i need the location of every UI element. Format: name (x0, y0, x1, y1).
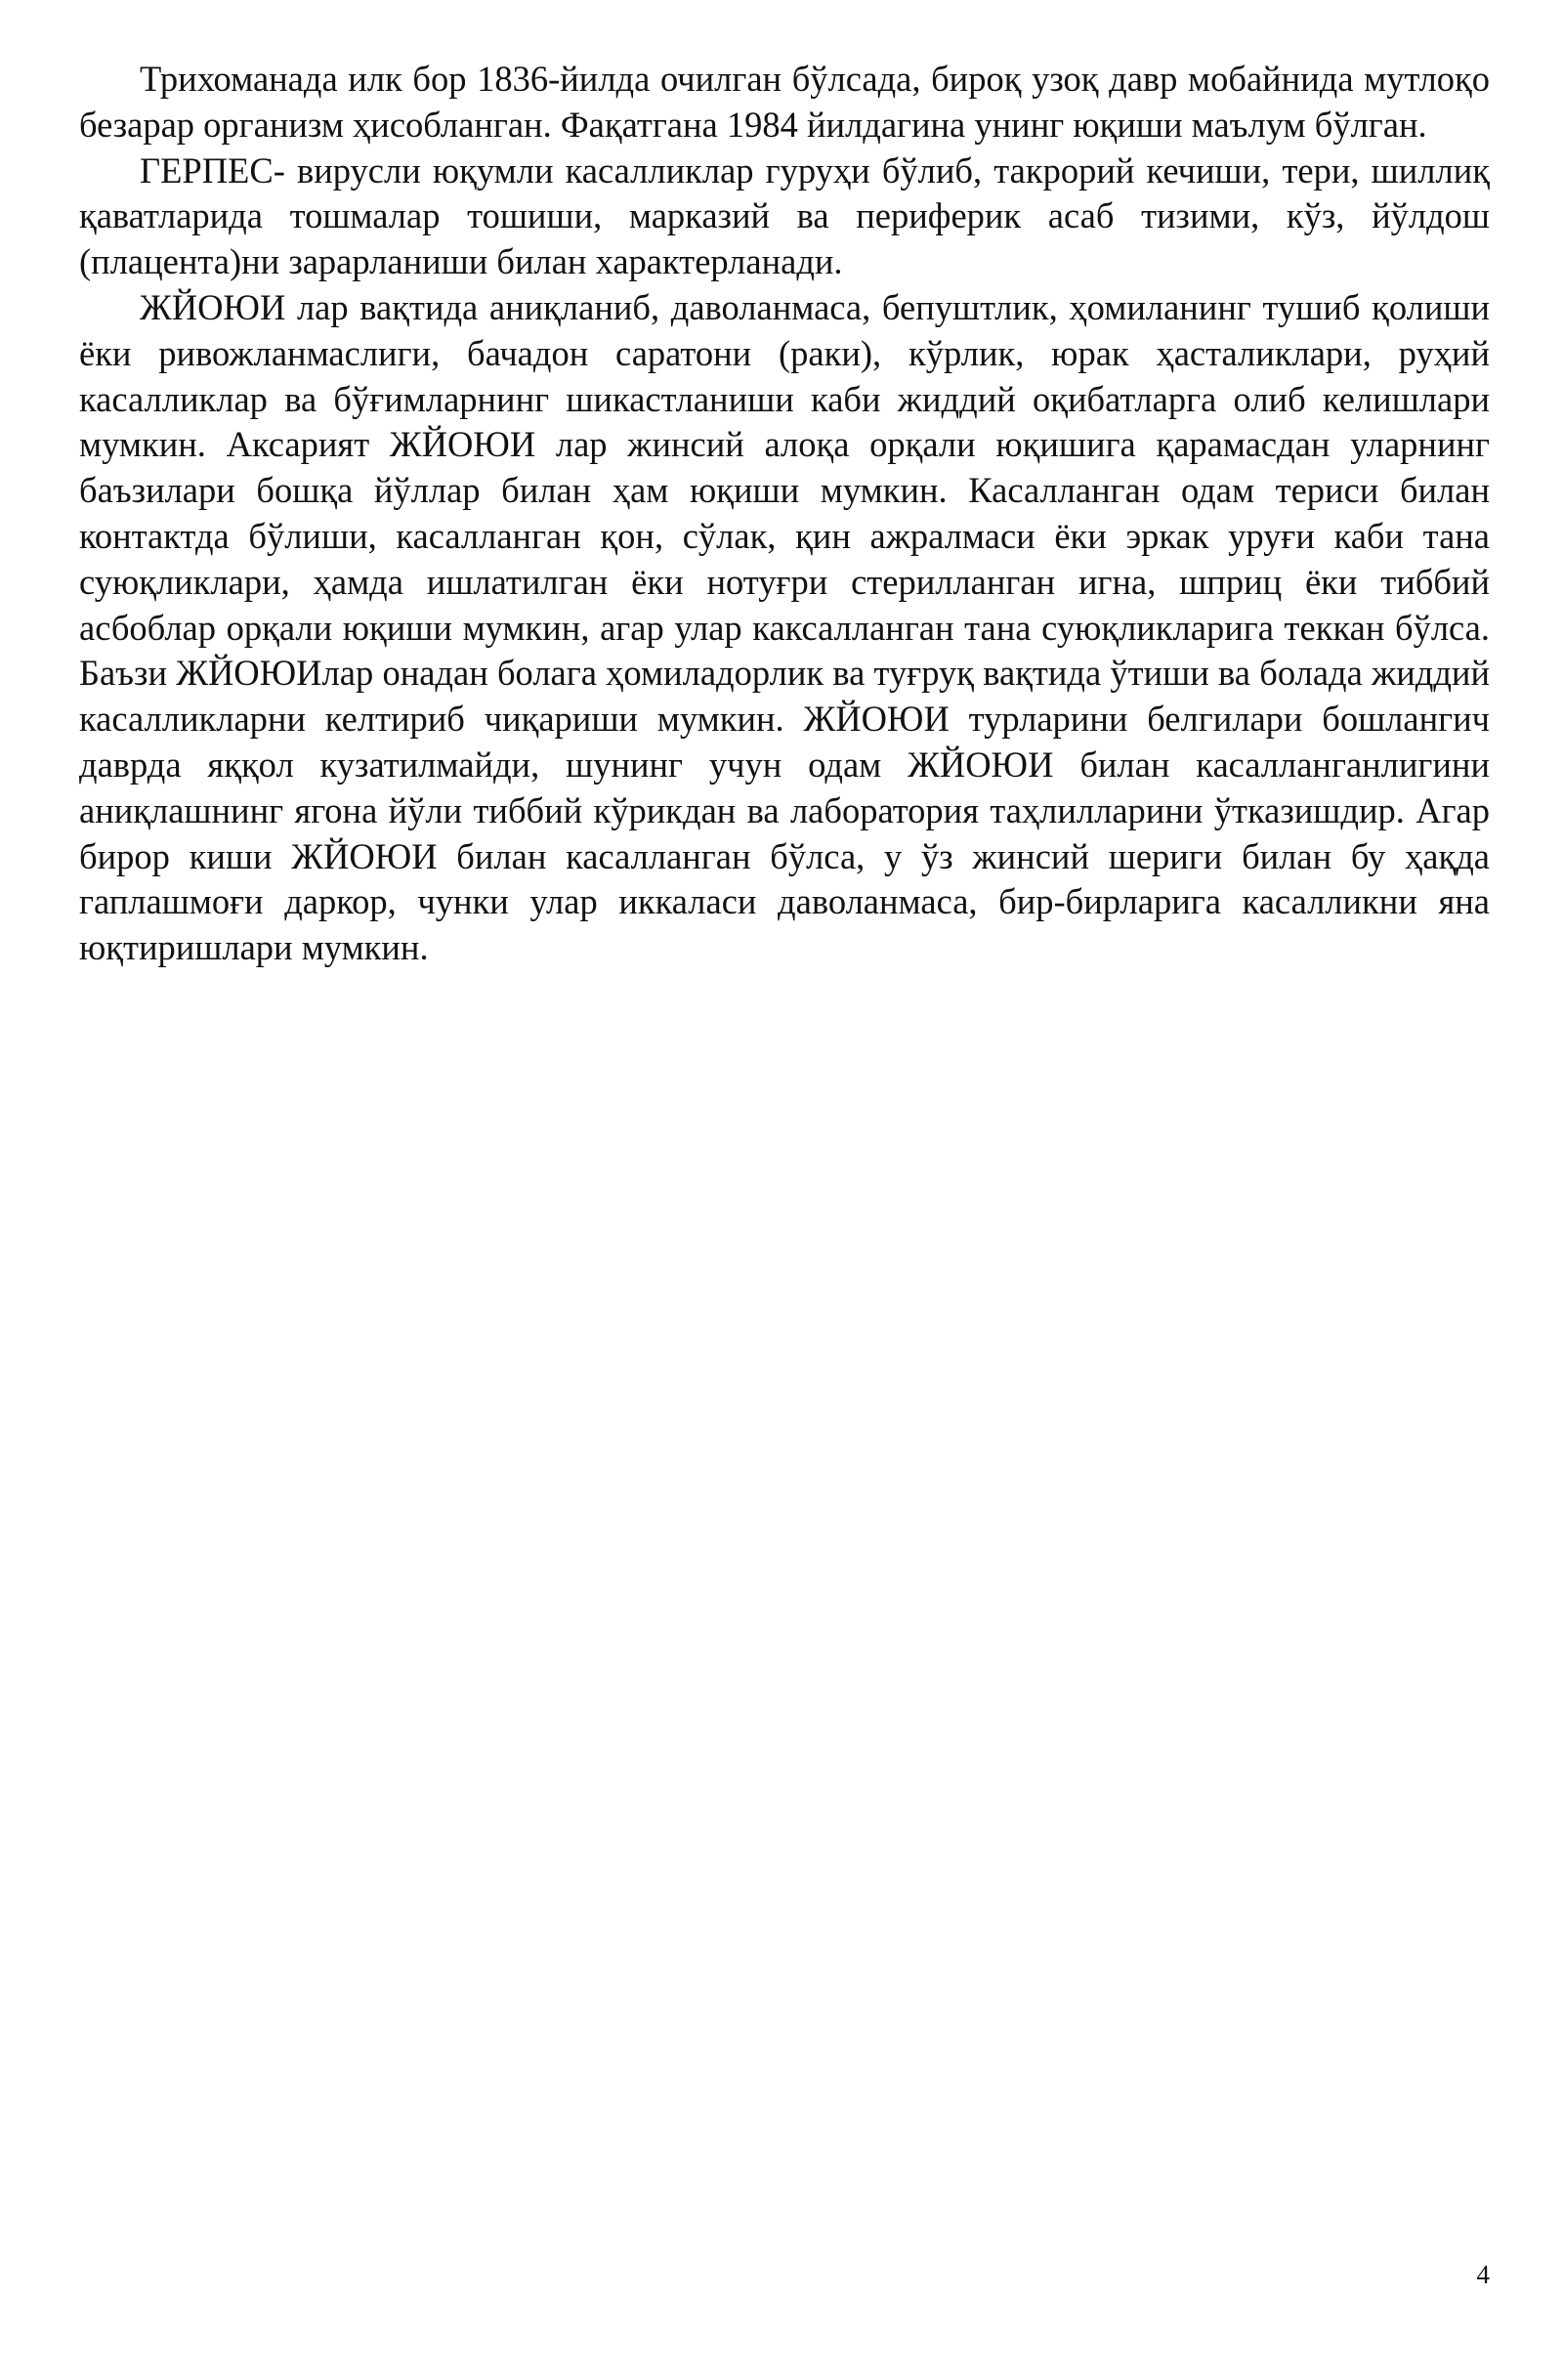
page-number: 4 (1476, 2260, 1490, 2289)
paragraph-herpes: ГЕРПЕС- вирусли юқумли касалликлар гуруҳи бўлиб, такрорий кечиши, тери, шиллиқ қаватларида тошмалар тошиши, марказий ва периферик асаб тизими, кўз, йўлдош (плацента)ни зарарланиши билан характерланади. (79, 149, 1490, 282)
paragraph-trichomonas: Трихоманада илк бор 1836-йилда очилган бўлсада, бироқ узоқ давр мобайнида мутлоқо безарар организм ҳисобланган. Фақатгана 1984 йилдагина унинг юқиши маълум бўлган. (79, 59, 1490, 145)
body-text (79, 57, 1490, 971)
paragraph-sti-consequences: ЖЙОЮИ лар вақтида аниқланиб, даволанмаса, бепуштлик, ҳомиланинг тушиб қолиши ёки ривожланмаслиги, бачадон саратони (раки), кўрлик, юрак ҳасталиклари, руҳий касалликлар ва бўғимларнинг шикастланиши каби жиддий оқибатларга олиб келишлари мумкин. Аксарият ЖЙОЮИ лар жинсий алоқа орқали юқишига қарамасдан уларнинг баъзилари бошқа йўллар билан ҳам юқиши мумкин. Касалланган одам териси билан контактда бўлиши, касалланган қон, сўлак, қин ажралмаси ёки эркак уруғи каби тана суюқликлари, ҳамда ишлатилган ёки нотуғри стерилланган игна, шприц ёки тиббий асбоблар орқали юқиши мумкин, агар улар каксалланган тана суюқликларига теккан бўлса. Баъзи ЖЙОЮИлар онадан болага ҳомиладорлик ва туғруқ вақтида ўтиши ва болада жиддий касалликларни келтириб чиқариши мумкин. ЖЙОЮИ турларини белгилари бошлангич даврда яққол кузатилмайди, шунинг учун одам ЖЙОЮИ билан касалланганлигини аниқлашнинг ягона йўли тиббий кўрикдан ва лаборатория таҳлилларини ўтказишдир. Агар бирор киши ЖЙОЮИ билан касалланган бўлса, у ўз жинсий шериги билан бу ҳақда гаплашмоғи даркор, чунки улар иккаласи даволанмаса, бир-бирларига касалликни яна юқтиришлари мумкин. (79, 286, 1490, 968)
